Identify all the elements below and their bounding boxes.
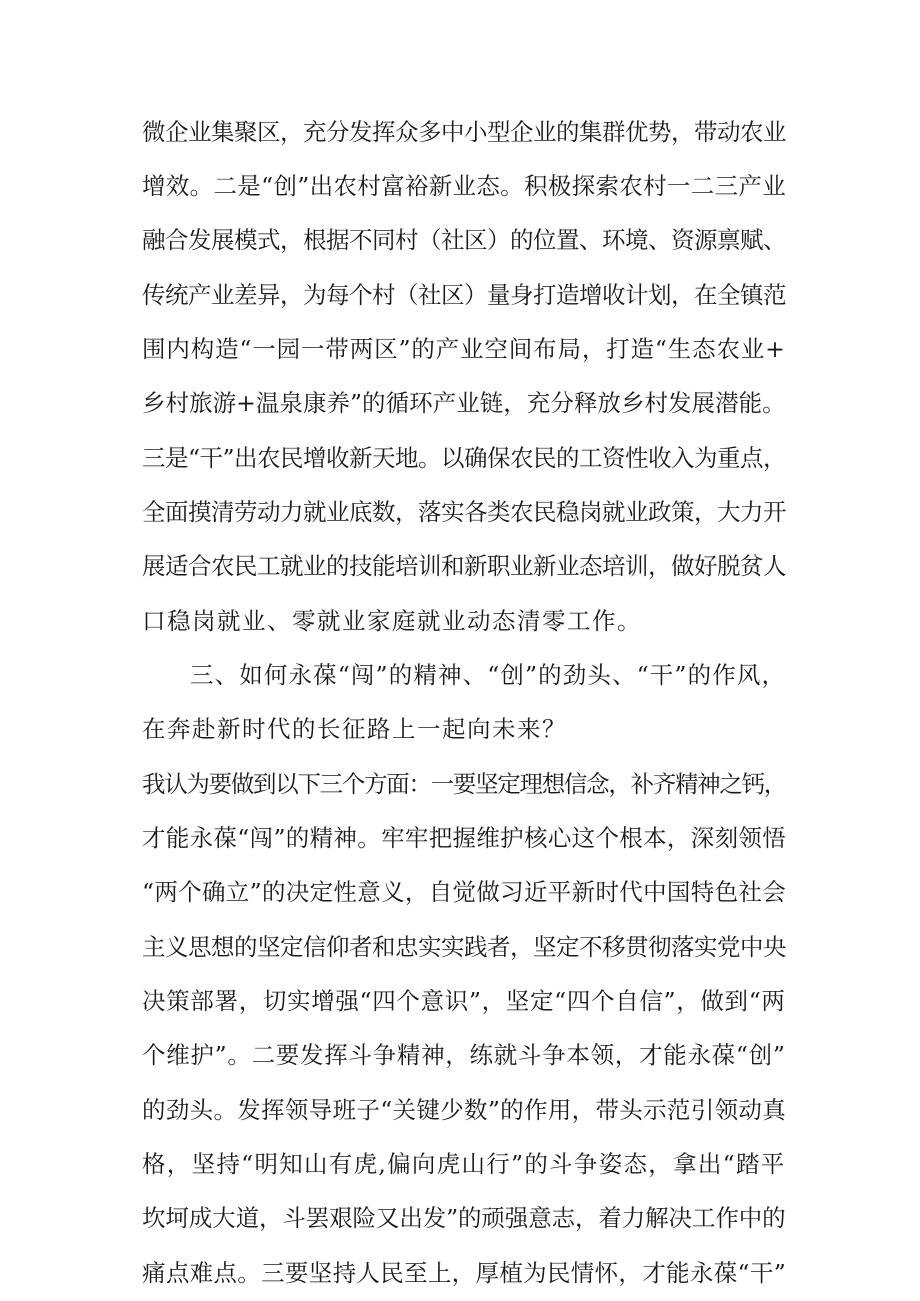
text-line: 口稳岗就业、零就业家庭就业动态清零工作。 xyxy=(142,607,642,635)
text-line: 融合发展模式，根据不同村（社区）的位置、环境、资源禀赋、 xyxy=(142,226,786,254)
text-line: 个维护”。二要发挥斗争精神，练就斗争本领，才能永葆“创” xyxy=(142,1041,786,1069)
text-line: 格，坚持“明知山有虎,偏向虎山行”的斗争姿态，拿出“踏平 xyxy=(142,1150,786,1178)
text-line: 展适合农民工就业的技能培训和新职业新业态培训，做好脱贫人 xyxy=(142,552,786,580)
text-line: 微企业集聚区，充分发挥众多中小型企业的集群优势，带动农业 xyxy=(142,118,786,146)
text-line: 增效。二是“创”出农村富裕新业态。积极探索农村一二三产业 xyxy=(142,172,787,200)
text-line: 乡村旅游+温泉康养”的循环产业链，充分释放乡村发展潜能。 xyxy=(142,389,786,417)
text-line: “两个确立”的决定性意义，自觉做习近平新时代中国特色社会 xyxy=(142,878,787,906)
text-line: 全面摸清劳动力就业底数，落实各类农民稳岗就业政策，大力开 xyxy=(142,498,786,526)
text-line: 坎坷成大道，斗罢艰险又出发”的顽强意志，着力解决工作中的 xyxy=(142,1204,786,1232)
text-line: 痛点难点。三要坚持人民至上，厚植为民情怀，才能永葆“干” xyxy=(142,1259,787,1287)
text-line: 传统产业差异，为每个村（社区）量身打造增收计划，在全镇范 xyxy=(142,281,786,309)
section-heading-cont: 在奔赴新时代的长征路上一起向未来？ xyxy=(142,715,567,743)
text-line: 的劲头。发挥领导班子“关键少数”的作用，带头示范引领动真 xyxy=(142,1096,787,1124)
text-line: 围内构造“一园一带两区”的产业空间布局，打造“生态农业+ xyxy=(142,335,786,363)
text-line: 才能永葆“闯”的精神。牢牢把握维护核心这个根本，深刻领悟 xyxy=(142,824,787,852)
text-line: 我认为要做到以下三个方面：一要坚定理想信念，补齐精神之钙， xyxy=(142,770,786,798)
section-heading: 三、如何永葆“闯”的精神、“创”的劲头、“干”的作风， xyxy=(190,661,787,689)
text-line: 三是“干”出农民增收新天地。以确保农民的工资性收入为重点， xyxy=(142,444,787,472)
text-line: 决策部署，切实增强“四个意识”，坚定“四个自信”，做到“两 xyxy=(142,987,786,1015)
text-line: 主义思想的坚定信仰者和忠实实践者，坚定不移贯彻落实党中央 xyxy=(142,933,786,961)
